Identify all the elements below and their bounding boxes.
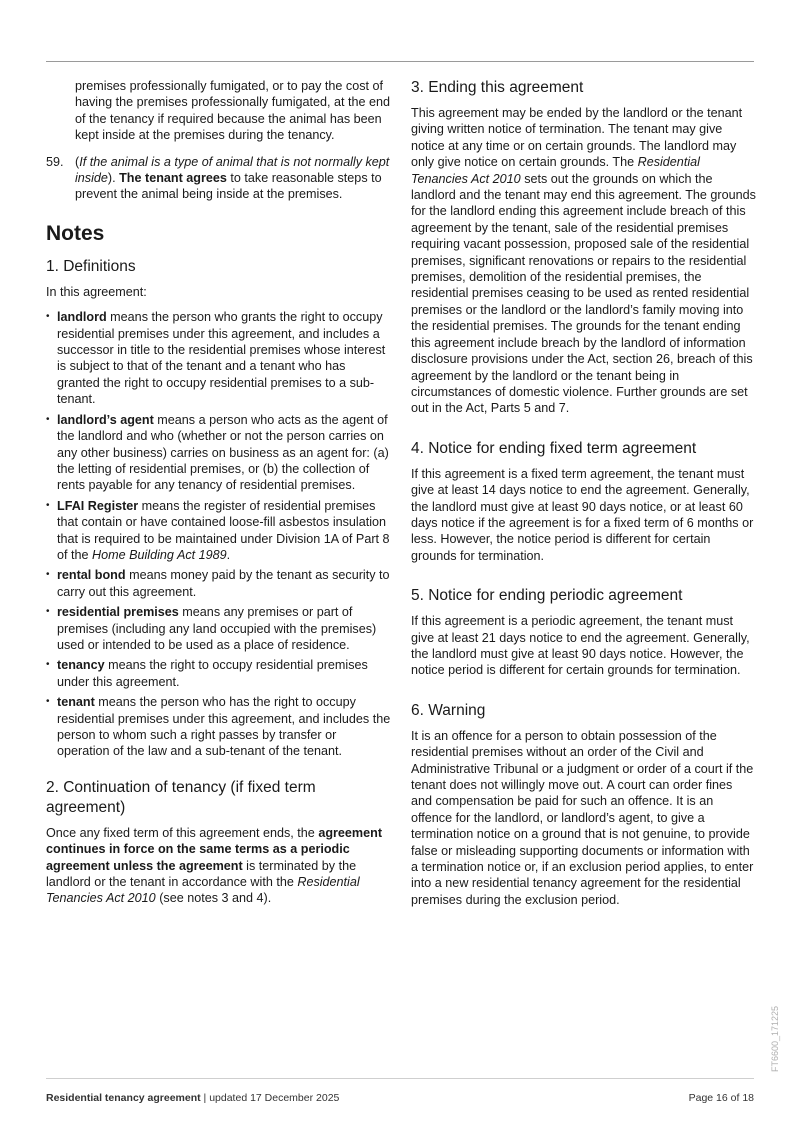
definition-item (46, 309, 391, 407)
definition-item (46, 657, 391, 690)
definition-term: LFAI Register (57, 498, 139, 513)
definition-term: landlord (57, 310, 107, 325)
definition-item (46, 498, 391, 564)
document-code: FT6600_171225 (770, 1005, 780, 1072)
warning-paragraph: It is an offence for a person to obtain possession of the residential premises without an order of the Civil and Administrative Tribunal or a judgment or order of a court if the tenant does not willingly move out. A court can order fines and compensation be paid for such an offence. It is an offence for the landlord, or landlord’s agent, to give a termination notice on a ground that is not genuine, to provide false or misleading supporting documents or information with a termination notice or, if an exclusion period applies, to enter into a new residential tenancy agreement for the residential premises during the exclusion period. (411, 728, 754, 907)
clause-59-condition: If the animal is a type of animal that is not normally kept inside (75, 154, 390, 186)
definition-italic: Home Building Act 1989 (92, 547, 227, 562)
right-column (411, 78, 756, 908)
ending-act-title: Residential Tenancies Act 2010 (411, 155, 700, 186)
warning-heading: 6. Warning (411, 701, 486, 719)
footer-title: Residential tenancy agreement (46, 1092, 201, 1104)
clause-59-open-paren: ( (75, 154, 80, 169)
ending-heading: 3. Ending this agreement (411, 79, 584, 96)
definition-item (46, 604, 391, 653)
definition-text: means the right to occupy residential premises under this agreement. (57, 658, 368, 689)
ending-text-1: This agreement may be ended by the landlord or the tenant giving written notice of termination. The tenant may give notice at any time or on certain grounds. The landlord may only give notice on certain grounds. The (411, 106, 743, 170)
continuation-bold: agreement continues in force on the same terms as a periodic agreement unless the agreement (46, 825, 383, 873)
notes-heading: Notes (46, 221, 105, 245)
fixed-term-paragraph: If this agreement is a fixed term agreement, the tenant must give at least 14 days notice to end the agreement. Generally, the landlord must give at least 90 days notice, or at least 60 days notice if the agreement is for a fixed term of 6 months or less. However, the notice period is different for certain grounds for termination. (411, 466, 754, 563)
continuation-act-title: Residential Tenancies Act 2010 (46, 875, 360, 906)
definition-text: means any premises or part of premises (including any land occupied with the premises) used or intended to be used as a place of residence. (57, 605, 377, 652)
continuation-section (46, 778, 391, 907)
definitions-section (46, 257, 391, 760)
page-number: Page 16 of 18 (688, 1092, 754, 1104)
warning-section (411, 701, 756, 908)
definition-term: tenancy (57, 658, 105, 673)
left-column (46, 78, 391, 907)
continuation-text-3: (see notes 3 and 4). (155, 891, 272, 906)
definition-item (46, 694, 391, 760)
clause-59-bold: The tenant agrees (119, 171, 227, 186)
periodic-paragraph: If this agreement is a periodic agreement, the tenant must give at least 21 days notice to end the agreement. Generally, the landlord must give at least 90 days notice. However, the notice period is different for certain grounds for termination. (411, 614, 750, 678)
continuation-paragraph (46, 825, 391, 907)
footer-separator: | (200, 1092, 210, 1104)
footer-rule (46, 1078, 754, 1079)
clause-59-text: to take reasonable steps to prevent the animal being inside at the premises. (75, 171, 382, 202)
fixed-term-heading: 4. Notice for ending fixed term agreement (411, 439, 697, 457)
definition-term: rental bond (57, 568, 126, 583)
definition-term: landlord’s agent (57, 412, 154, 427)
definition-item (46, 412, 391, 494)
footer-updated: updated 17 December 2025 (209, 1092, 340, 1104)
definition-text: means the register of residential premises that contain or have contained loose-fill asbestos insulation that is required to be maintained under Division 1A of Part 8 of the (57, 498, 390, 562)
definition-item (46, 567, 391, 600)
periodic-section (411, 586, 756, 679)
definitions-list (46, 309, 391, 760)
clause-59-number: 59. (46, 154, 64, 169)
definition-text: means money paid by the tenant as security to carry out this agreement. (57, 568, 390, 599)
definition-tail: . (226, 547, 231, 562)
continuation-text-1: Once any fixed term of this agreement ends, the (46, 825, 319, 840)
footer-document-info (46, 1092, 339, 1104)
definition-term: residential premises (57, 605, 179, 620)
clause-59 (46, 154, 391, 203)
definitions-heading: 1. Definitions (46, 257, 136, 275)
clause-59-close-paren: ). (107, 171, 120, 186)
clause-58-continuation: premises professionally fumigated, or to pay the cost of having the premises professionally fumigated, at the end of the tenancy if required because the animal has been kept inside at the premises during the tenancy. (75, 79, 391, 143)
continuation-heading: 2. Continuation of tenancy (if fixed term agreement) (46, 778, 316, 816)
definition-text: means the person who grants the right to occupy residential premises under this agreement, and includes a successor in title to the residential premises whose interest is subject to that of the tenant and a tenant who has granted the right to occupy residential premises to a sub-tenant. (57, 310, 386, 407)
definition-text: means the person who has the right to occupy residential premises under this agreement, and includes the person to whom such a right passes by transfer or operation of the law and a sub-tenant of the tenant. (57, 695, 391, 759)
ending-section (411, 78, 756, 417)
definitions-intro: In this agreement: (46, 284, 147, 299)
continuation-text-2: is terminated by the landlord or the tenant in accordance with the (46, 858, 357, 890)
header-rule (46, 61, 754, 62)
definition-text: means a person who acts as the agent of the landlord and who (whether or not the person carries on any other business) carries on business as an agent for: (a) the letting of residential premises, or (b) the collection of rents payable for any tenancy of residential premises. (57, 412, 389, 493)
fixed-term-section (411, 439, 756, 564)
periodic-heading: 5. Notice for ending periodic agreement (411, 587, 683, 605)
definition-term: tenant (57, 695, 95, 710)
ending-text-2: sets out the grounds on which the landlord and the tenant may end this agreement. The grounds for the landlord ending this agreement include breach of this agreement by the tenant, sale of the residential premises requiring vacant possession, proposed sale of the residential premises, significant renovations or repairs to the residential premises, demolition of the residential premises, the residential premises ceasing to be used as rented residential premises or the landlord or the landlord’s family moving into the residential premises. The grounds for the tenant ending this agreement include breach by the landlord of information disclosure provisions under the Act, section 26, breach of this agreement by the landlord or the tenant being in circumstances of domestic violence. Further grounds are set out in the Act, Parts 5 and 7. (411, 171, 756, 416)
ending-paragraph (411, 105, 756, 417)
